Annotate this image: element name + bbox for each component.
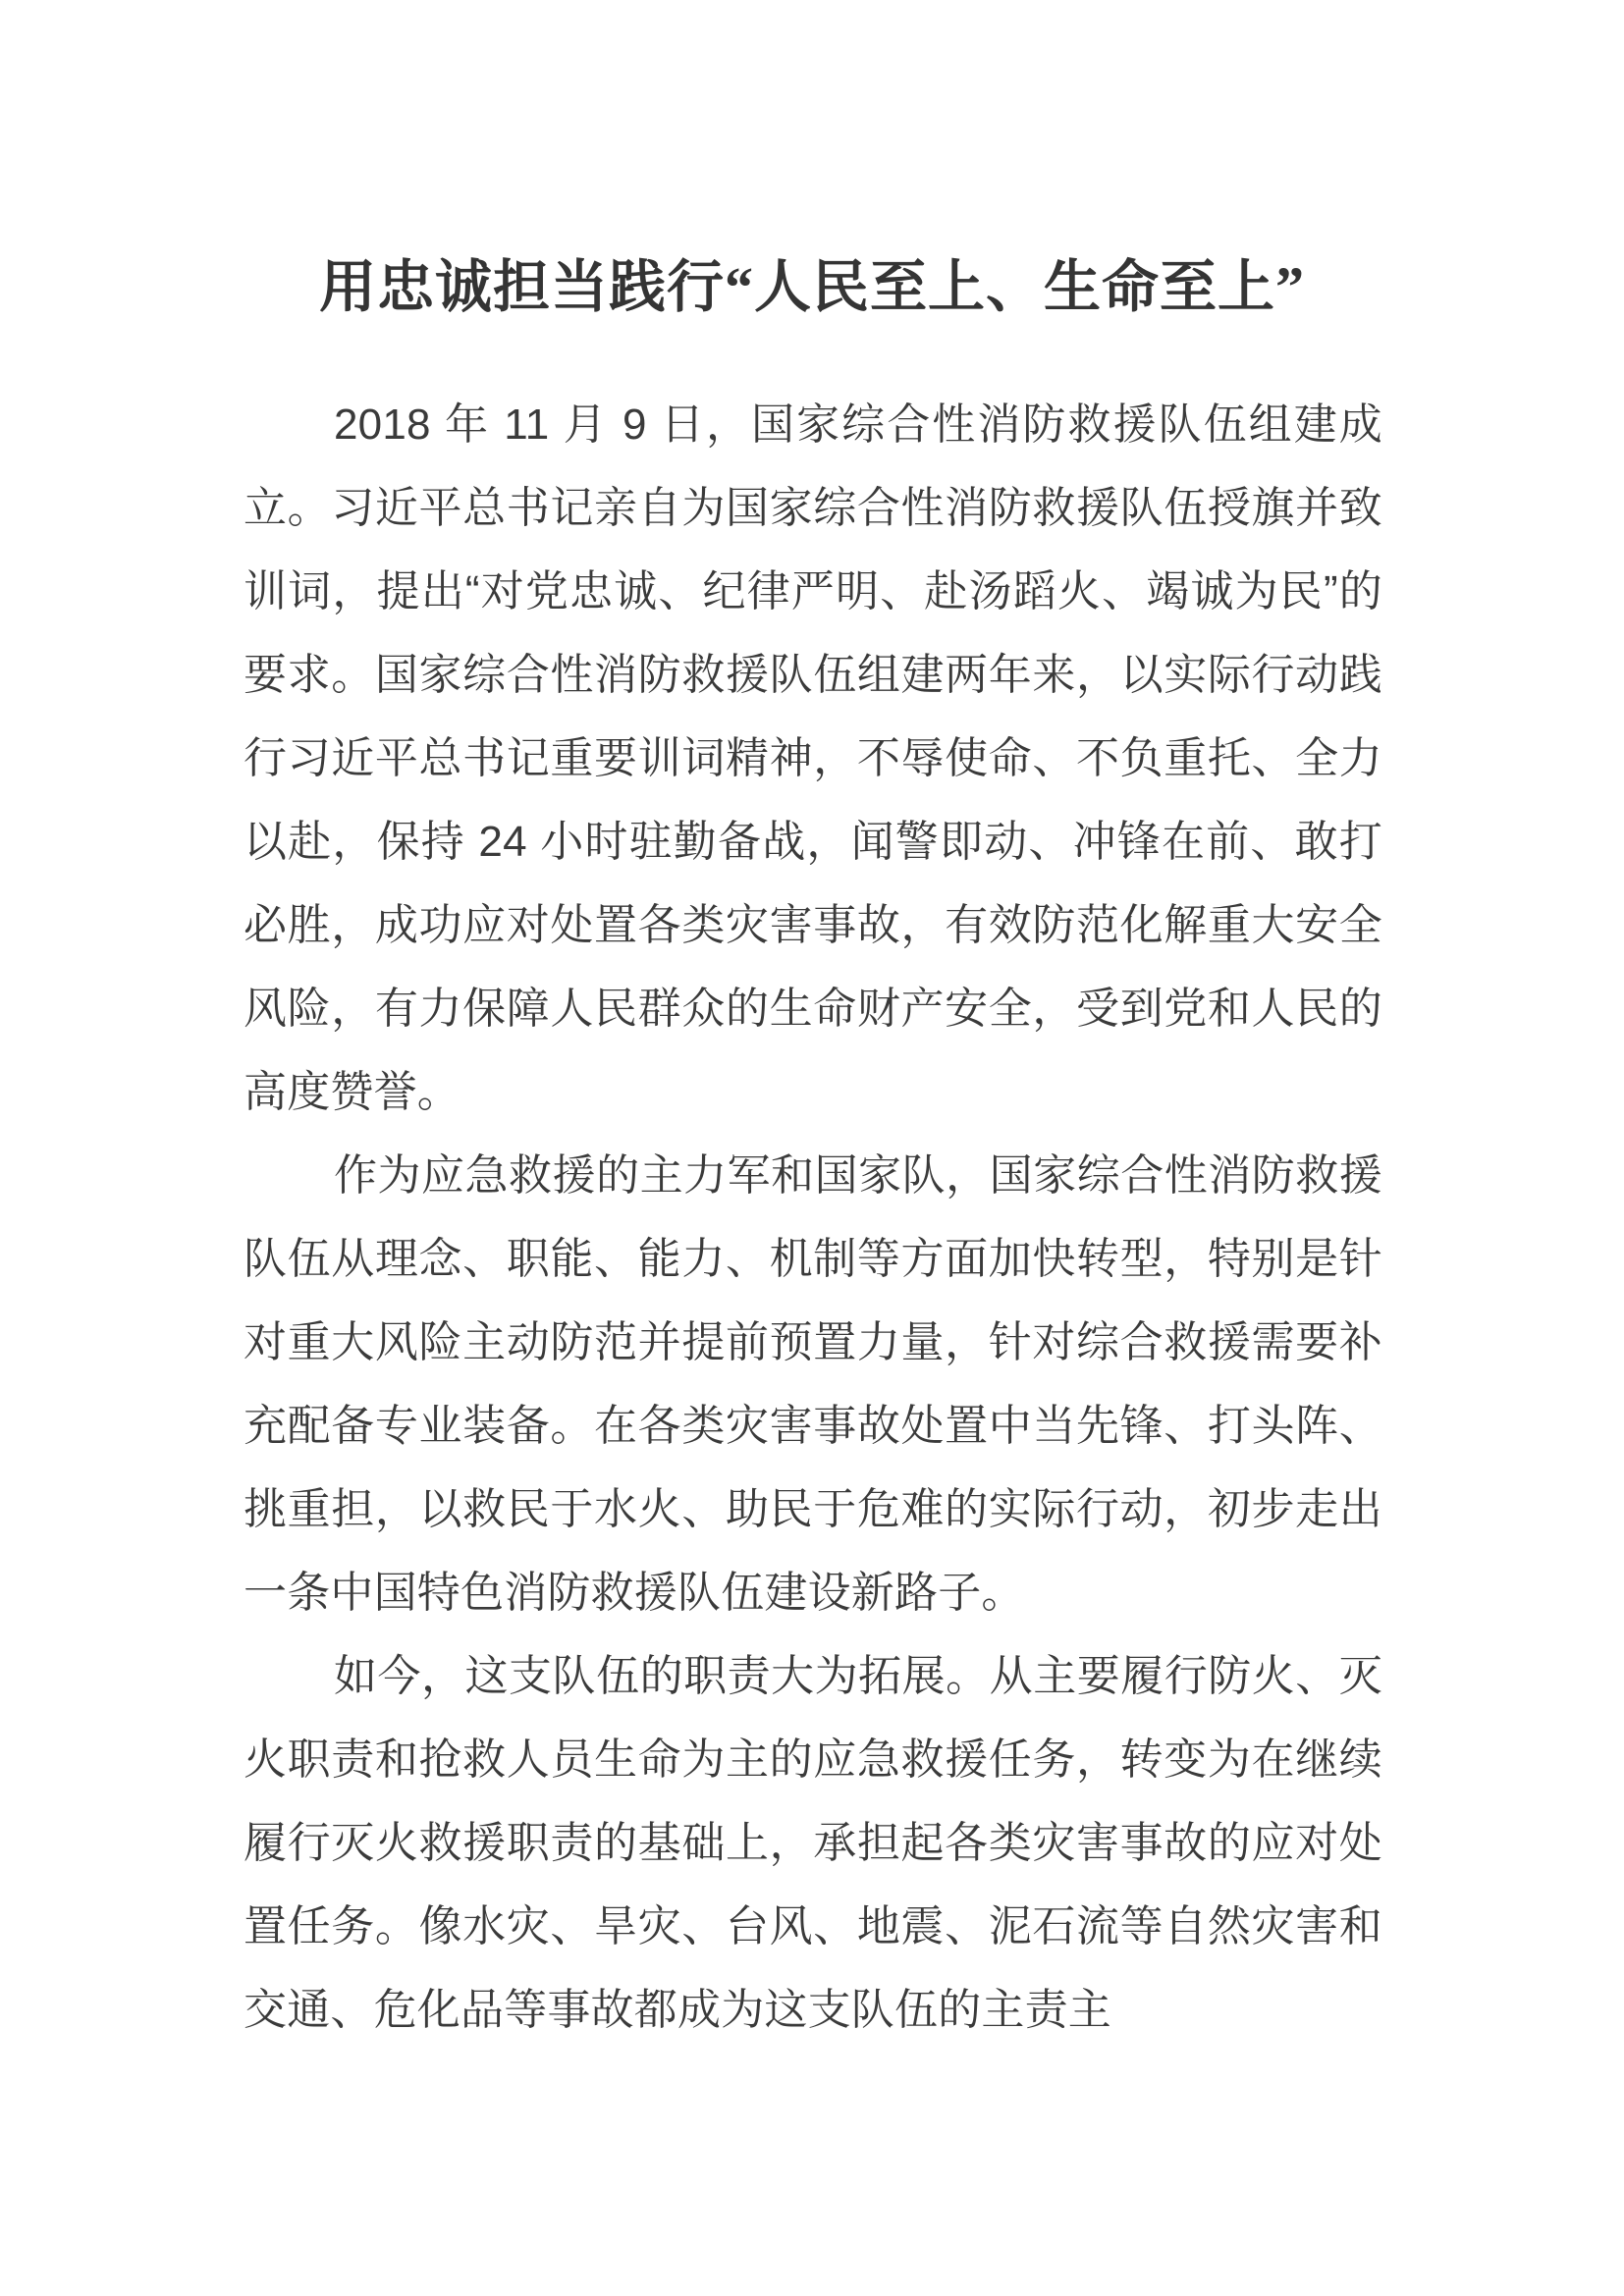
body-paragraph: 如今，这支队伍的职责大为拓展。从主要履行防火、灭火职责和抢救人员生命为主的应急救援任务，转变为在继续履行灭火救援职责的基础上，承担起各类灾害事故的应对处置任务。像水灾、旱灾、台风、地震、泥石流等自然灾害和交通、危化品等事故都成为这支队伍的主责主 <box>244 1652 1382 2034</box>
document-body <box>244 383 1382 2052</box>
body-paragraph: 作为应急救援的主力军和国家队，国家综合性消防救援队伍从理念、职能、能力、机制等方面加快转型，特别是针对重大风险主动防范并提前预置力量，针对综合救援需要补充配备专业装备。在各类灾害事故处置中当先锋、打头阵、挑重担，以救民于水火、助民于危难的实际行动，初步走出一条中国特色消防救援队伍建设新路子。 <box>244 1151 1382 1617</box>
body-paragraph: 2018 年 11 月 9 日，国家综合性消防救援队伍组建成立。习近平总书记亲自为国家综合性消防救援队伍授旗并致训词，提出“对党忠诚、纪律严明、赴汤蹈火、竭诚为民”的要求。国家综合性消防救援队伍组建两年来，以实际行动践行习近平总书记重要训词精神，不辱使命、不负重托、全力以赴，保持 24 小时驻勤备战，闻警即动、冲锋在前、敢打必胜，成功应对处置各类灾害事故，有效防范化解重大安全风险，有力保障人民群众的生命财产安全，受到党和人民的高度赞誉。 <box>244 400 1382 1116</box>
page-title: 用忠诚担当践行“人民至上、生命至上” <box>318 254 1305 319</box>
